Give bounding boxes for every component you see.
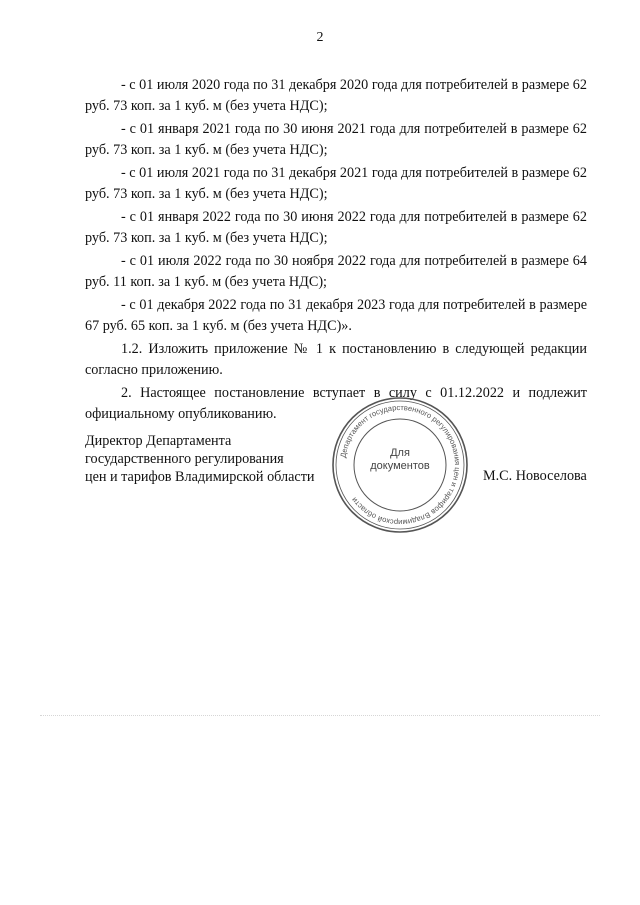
page-number: 2: [316, 30, 324, 45]
tariff-period-item: - с 01 июля 2020 года по 31 декабря 2020 года для потребителей в размере 62 руб. 73 коп. за 1 куб. м (без учета НДС);: [85, 77, 587, 114]
official-seal: [330, 395, 470, 535]
document-body: [85, 75, 587, 427]
signatory-position-line: Директор Департамента: [85, 433, 232, 449]
clause-1-2: 1.2. Изложить приложение № 1 к постановлению в следующей редакции согласно приложению.: [85, 341, 587, 378]
tariff-period-item: - с 01 января 2022 года по 30 июня 2022 года для потребителей в размере 62 руб. 73 коп. за 1 куб. м (без учета НДС);: [85, 209, 587, 246]
scan-noise-line: [40, 715, 600, 718]
seal-center-line: Для: [390, 447, 410, 459]
tariff-period-item: - с 01 декабря 2022 года по 31 декабря 2023 года для потребителей в размере 67 руб. 65 коп. за 1 куб. м (без учета НДС)».: [85, 297, 587, 334]
signatory-position-line: цен и тарифов Владимирской области: [85, 469, 315, 485]
tariff-period-item: - с 01 июля 2021 года по 31 декабря 2021 года для потребителей в размере 62 руб. 73 коп. за 1 куб. м (без учета НДС);: [85, 165, 587, 202]
seal-ring-textpath: Департамент государственного регулирования цен и тарифов Владимирской области: [338, 402, 463, 528]
signatory-position: [85, 432, 315, 486]
signatory-position-line: государственного регулирования: [85, 451, 284, 467]
clause-2: 2. Настоящее постановление вступает в силу с 01.12.2022 и подлежит официальному опубликованию.: [85, 385, 587, 422]
seal-center-line: документов: [370, 460, 430, 472]
seal-center-text: [330, 447, 470, 473]
tariff-period-item: - с 01 января 2021 года по 30 июня 2021 года для потребителей в размере 62 руб. 73 коп. за 1 куб. м (без учета НДС);: [85, 121, 587, 158]
tariff-period-item: - с 01 июля 2022 года по 30 ноября 2022 года для потребителей в размере 64 руб. 11 коп. за 1 куб. м (без учета НДС);: [85, 253, 587, 290]
signatory-name: М.С. Новоселова: [483, 468, 587, 484]
